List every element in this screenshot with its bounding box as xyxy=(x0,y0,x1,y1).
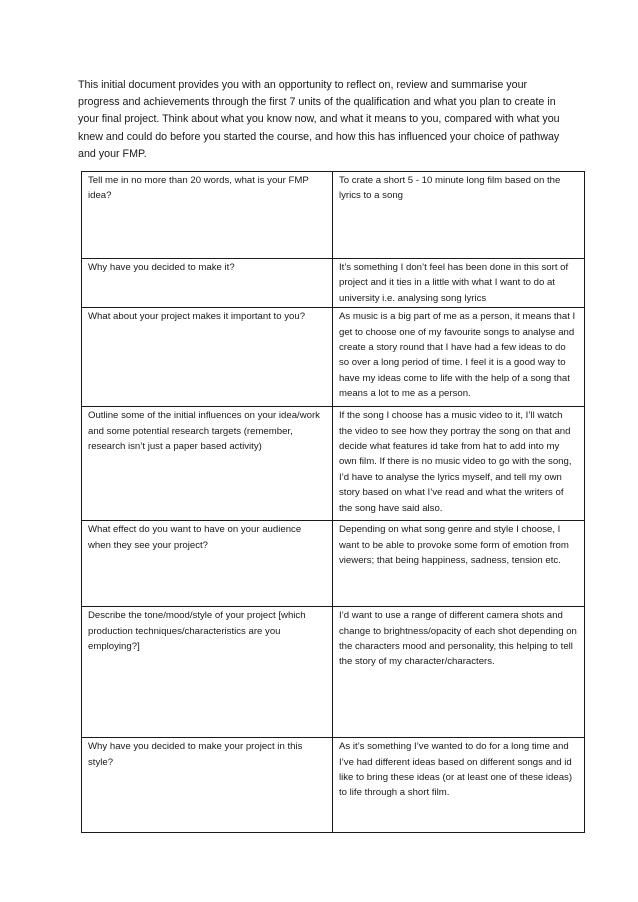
answer-cell: As it’s something I’ve wanted to do for a long time and I’ve had different ideas based on different songs and id like to bring these ideas (or at least one of these ideas) to life through a short film. xyxy=(333,738,585,833)
question-cell: Outline some of the initial influences on your idea/work and some potential research targets (remember, research isn’t just a paper based activity) xyxy=(82,407,333,521)
question-cell: Describe the tone/mood/style of your project [which production techniques/characteristics are you employing?] xyxy=(82,607,333,738)
table-row xyxy=(82,308,585,407)
table-row xyxy=(82,172,585,259)
answer-cell: It’s something I don’t feel has been done in this sort of project and it ties in a little with what I want to do at university i.e. analysing song lyrics xyxy=(333,259,585,308)
answer-cell: To crate a short 5 - 10 minute long film based on the lyrics to a song xyxy=(333,172,585,259)
answer-cell: As music is a big part of me as a person, it means that I get to choose one of my favourite songs to analyse and create a story round that I have had a few ideas to do so over a long period of time. I feel it is a good way to have my ideas come to life with the help of a song that means a lot to me as a person. xyxy=(333,308,585,407)
table-row xyxy=(82,407,585,521)
intro-paragraph: This initial document provides you with an opportunity to reflect on, review and summarise your progress and achievements through the first 7 units of the qualification and what you plan to create in your final project. Think about what you know now, and what it means to you, compared with what you knew and could do before you started the course, and how this has influenced your choice of pathway and your FMP. xyxy=(78,79,560,160)
table-row xyxy=(82,259,585,308)
table-row xyxy=(82,607,585,738)
question-cell: What about your project makes it important to you? xyxy=(82,308,333,407)
question-cell: Tell me in no more than 20 words, what is your FMP idea? xyxy=(82,172,333,259)
fmp-reflection-table xyxy=(81,171,585,833)
answer-cell: I’d want to use a range of different camera shots and change to brightness/opacity of each shot depending on the characters mood and personality, this helping to tell the story of my character/characters. xyxy=(333,607,585,738)
table-row xyxy=(82,521,585,607)
answer-cell: Depending on what song genre and style I choose, I want to be able to provoke some form of emotion from viewers; that being happiness, sadness, tension etc. xyxy=(333,521,585,607)
question-cell: Why have you decided to make your project in this style? xyxy=(82,738,333,833)
table-row xyxy=(82,738,585,833)
answer-cell: If the song I choose has a music video to it, I’ll watch the video to see how they portray the song on that and decide what features id take from hat to add into my own film. If there is no music video to go with the song, I’d have to analyse the lyrics myself, and tell my own story based on what I’ve read and what the writers of the song have said also. xyxy=(333,407,585,521)
question-cell: Why have you decided to make it? xyxy=(82,259,333,308)
question-cell: What effect do you want to have on your audience when they see your project? xyxy=(82,521,333,607)
